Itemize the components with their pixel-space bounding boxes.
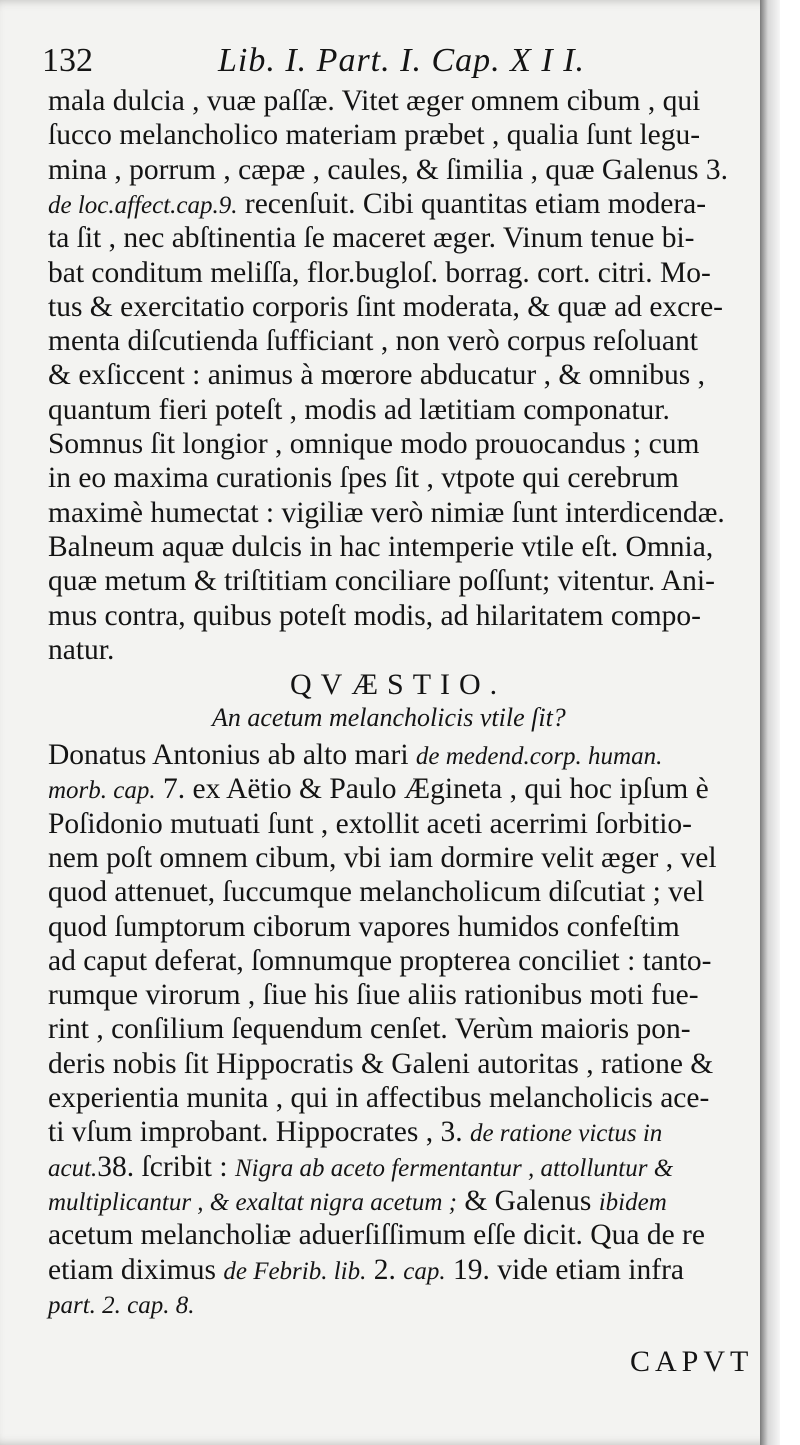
text-line: menta diſcutienda ſufficiant , non verò corpus reſoluant — [48, 325, 698, 358]
page-edge-shadow — [760, 0, 780, 1445]
text-line: tus & exercitatio corporis ſint moderata, & quæ ad excre- — [48, 290, 723, 323]
text-line: mus contra, quibus poteſt modis, ad hilaritatem compo- — [48, 599, 701, 632]
text-line: & exſiccent : animus à mœrore abducatur , & omnibus , — [48, 359, 706, 392]
text-line: experientia munita , qui in affectibus melancholicis ace- — [48, 1082, 710, 1114]
text-line: maximè humectat : vigiliæ verò nimiæ ſunt interdicendæ. — [48, 496, 725, 529]
text-line: multiplicantur , & exaltat nigra acetum ; & Galenus ibidem — [48, 1184, 667, 1217]
text-line: mina , porrum , cæpæ , caules, & ſimilia , quæ Galenus 3. — [48, 153, 729, 186]
text-line: acut.38. ſcribit : Nigra ab aceto fermentantur , attolluntur & — [48, 1150, 674, 1183]
text-line: quæ metum & triſtitiam conciliare poſſunt; vitentur. Ani- — [48, 565, 715, 598]
text-line: ta ſit , nec abſtinentia ſe maceret æger. Vinum tenue bi- — [48, 222, 695, 255]
question-heading: QVÆSTIO. — [290, 668, 507, 701]
text-line: acetum melancholiæ aduerſiſſimum eſſe dicit. Qua de re — [48, 1219, 705, 1252]
text-line: deris nobis ſit Hippocratis & Galeni autoritas , ratione & — [48, 1047, 714, 1080]
text-line: de loc.affect.cap.9. recenſuit. Cibi quantitas etiam modera- — [48, 187, 707, 220]
text-line: ſucco melancholico materiam præbet , qualia ſunt legu- — [48, 119, 701, 152]
text-line: ti vſum improbant. Hippocrates , 3. de ratione victus in — [48, 1116, 663, 1149]
text-line: mala dulcia , vuæ paſſæ. Vitet æger omnem cibum , qui — [48, 85, 701, 117]
question-subheading: An acetum melancholicis vtile ſit? — [212, 703, 566, 732]
text-line: quod ſumptorum ciborum vapores humidos confeſtim — [48, 910, 680, 943]
text-line: etiam diximus de Febrib. lib. 2. cap. 19. vide etiam infra — [48, 1253, 684, 1286]
text-line: bat conditum meliſſa, flor.bugloſ. borrag. cort. citri. Mo- — [48, 256, 711, 289]
text-line: rint , conſilium ſequendum cenſet. Verùm maioris pon- — [48, 1013, 691, 1046]
page-header — [42, 42, 762, 88]
text-line: Somnus ſit longior , omnique modo prouocandus ; cum — [48, 428, 700, 460]
text-line: rumque virorum , ſiue his ſiue aliis rationibus moti fue- — [48, 979, 699, 1012]
text-line: Donatus Antonius ab alto mari de medend.corp. human. — [48, 739, 663, 771]
text-line: part. 2. cap. 8. — [48, 1291, 195, 1319]
catchword: CAPVT — [630, 1345, 754, 1378]
running-head: Lib. I. Part. I. Cap. X I I. — [218, 42, 586, 79]
text-line: morb. cap. 7. ex Aëtio & Paulo Ægineta , qui hoc ipſum è — [48, 773, 709, 806]
page-number: 132 — [42, 42, 93, 79]
text-line: nem poſt omnem cibum, vbi iam dormire velit æger , vel — [48, 841, 717, 874]
text-line: in eo maxima curationis ſpes ſit , vtpote qui cerebrum — [48, 462, 679, 495]
text-line: Balneum aquæ dulcis in hac intemperie vtile eſt. Omnia, — [48, 530, 714, 563]
text-line: natur. — [48, 633, 115, 666]
text-line: Poſidonio mutuati ſunt , extollit aceti acerrimi ſorbitio- — [48, 807, 692, 840]
text-line: quantum fieri poteſt , modis ad lætitiam componatur. — [48, 393, 670, 426]
text-line: quod attenuet, ſuccumque melancholicum diſcutiat ; vel — [48, 876, 705, 909]
text-line: ad caput deferat, ſomnumque propterea conciliet : tanto- — [48, 944, 712, 977]
